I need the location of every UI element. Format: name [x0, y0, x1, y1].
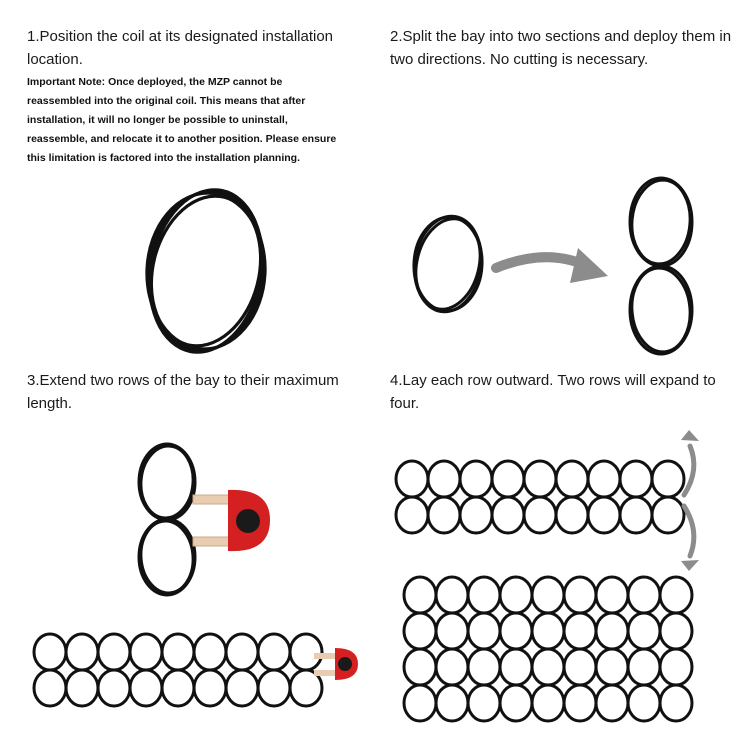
ring — [130, 670, 162, 706]
ring — [660, 685, 692, 721]
ring — [620, 461, 652, 497]
ring — [460, 461, 492, 497]
ring — [652, 497, 684, 533]
ring — [596, 577, 628, 613]
ring — [652, 461, 684, 497]
ring — [258, 670, 290, 706]
ring — [628, 577, 660, 613]
ring — [500, 613, 532, 649]
expand-arrows-icon — [681, 430, 699, 571]
ring — [404, 685, 436, 721]
ring — [588, 461, 620, 497]
ring — [596, 613, 628, 649]
important-note: Important Note: Once deployed, the MZP cannot be reassembled into the original coil. This means that after installation, it will no longer be possible to uninstall, reassemble, and relocate it to another position. Please ensure this limitation is factored into the installation planning. — [27, 76, 337, 164]
four-row-mesh — [404, 577, 692, 721]
ring — [194, 670, 226, 706]
ring — [524, 461, 556, 497]
ring — [532, 685, 564, 721]
ring — [596, 649, 628, 685]
step-4-text: 4.Lay each row outward. Two rows will expand to four. — [390, 372, 716, 412]
ring — [492, 497, 524, 533]
ring — [436, 649, 468, 685]
step-3-text: 3.Extend two rows of the bay to their maximum length. — [27, 372, 339, 412]
ring — [628, 685, 660, 721]
ring — [564, 613, 596, 649]
ring — [258, 634, 290, 670]
two-row-mesh — [396, 461, 684, 533]
ring — [532, 649, 564, 685]
small-coil-icon — [407, 212, 489, 316]
ring — [194, 634, 226, 670]
ring — [660, 649, 692, 685]
ring — [428, 461, 460, 497]
ring — [162, 670, 194, 706]
ring — [404, 577, 436, 613]
ring — [468, 613, 500, 649]
ring — [34, 670, 66, 706]
ring — [396, 461, 428, 497]
ring — [628, 613, 660, 649]
ring — [532, 613, 564, 649]
ring — [34, 634, 66, 670]
ring — [532, 577, 564, 613]
ring — [468, 577, 500, 613]
ring — [492, 461, 524, 497]
ring — [564, 577, 596, 613]
ring — [226, 670, 258, 706]
ring — [436, 613, 468, 649]
worker-icon — [193, 490, 270, 551]
ring — [428, 497, 460, 533]
step-1-text: 1.Position the coil at its designated installation location. — [27, 28, 334, 68]
ring — [588, 497, 620, 533]
step-2-text: 2.Split the bay into two sections and deploy them in two directions. No cutting is necessary. — [390, 28, 732, 68]
coil-icon — [136, 180, 276, 362]
ring — [396, 497, 428, 533]
ring — [556, 497, 588, 533]
ring — [660, 613, 692, 649]
ring — [162, 634, 194, 670]
ring — [500, 649, 532, 685]
ring — [564, 649, 596, 685]
ring — [226, 634, 258, 670]
ring — [596, 685, 628, 721]
ring — [620, 497, 652, 533]
extended-two-rows — [34, 634, 322, 706]
ring — [460, 497, 492, 533]
ring — [404, 649, 436, 685]
ring — [436, 577, 468, 613]
ring — [98, 634, 130, 670]
ring — [500, 577, 532, 613]
ring — [98, 670, 130, 706]
figure-eight-coil-icon — [628, 178, 693, 355]
ring — [436, 685, 468, 721]
ring — [524, 497, 556, 533]
ring — [556, 461, 588, 497]
ring — [290, 634, 322, 670]
ring — [404, 613, 436, 649]
ring — [564, 685, 596, 721]
ring — [468, 649, 500, 685]
ring — [660, 577, 692, 613]
right-arrow-icon — [496, 248, 608, 283]
ring — [66, 670, 98, 706]
ring — [66, 634, 98, 670]
ring — [628, 649, 660, 685]
ring — [500, 685, 532, 721]
ring — [130, 634, 162, 670]
split-coil-icon — [138, 444, 196, 595]
ring — [468, 685, 500, 721]
